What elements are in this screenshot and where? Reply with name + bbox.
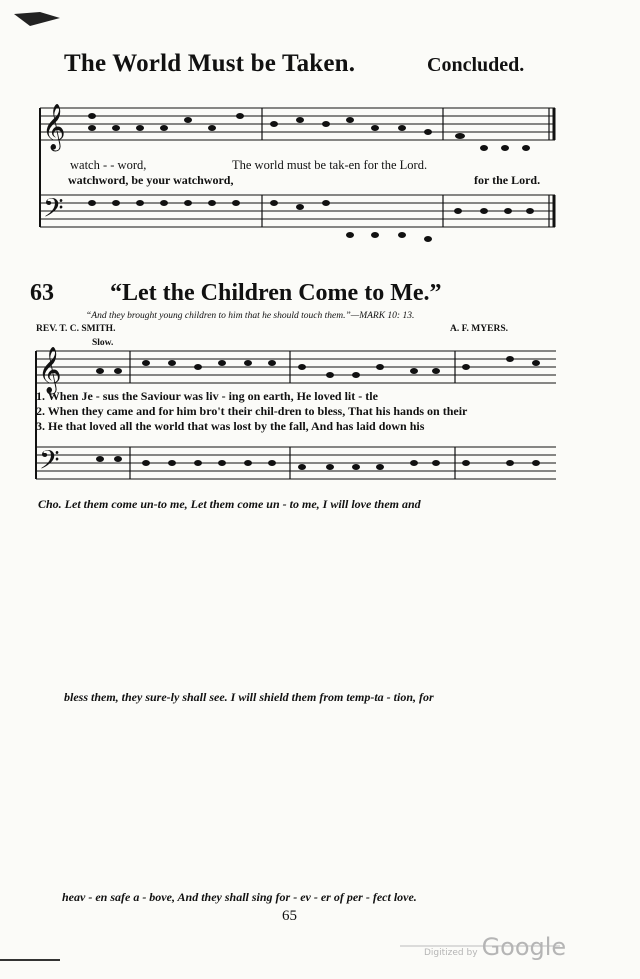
staff-lines-treble-1 [40, 108, 555, 140]
hymn-author: REV. T. C. SMITH. [36, 324, 116, 334]
stanza-1: 1. When Je - sus the Saviour was liv - ing on earth, He loved lit - tle [36, 389, 378, 403]
chorus-line-2: bless them, they sure-ly shall see. I will shield them from temp-ta - tion, for [64, 690, 434, 704]
hymn-62-lyric-line1-a: watch - - word, [70, 158, 147, 172]
page-number: 65 [282, 908, 297, 924]
staff-lines-bass-1 [40, 195, 555, 227]
hymn-63-number: 63 [30, 280, 54, 306]
hymn-62-lyric-line2-b: for the Lord. [474, 173, 541, 187]
hymn-62-lyric-line1-b: The world must be tak-en for the Lord. [232, 158, 428, 172]
scripture-quote: “And they brought young children to him that he should touch them.”—MARK 10: 13. [86, 311, 415, 321]
watermark-small-text: Digitized by [424, 948, 478, 958]
treble-clef-icon: 𝄞 [42, 104, 66, 150]
bass-clef-icon: 𝄢 [39, 444, 60, 482]
chorus-line-1: Cho. Let them come un-to me, Let them come un - to me, I will love them and [38, 497, 421, 511]
tempo-marking: Slow. [92, 338, 114, 348]
hymn-composer: A. F. MYERS. [450, 324, 508, 334]
hymn-62-lyric-line2-a: watchword, be your watchword, [68, 173, 234, 187]
hymn-62-title: The World Must be Taken. [64, 50, 356, 77]
staff-lines-bass-2 [36, 447, 556, 479]
watermark-google-logo: Google [481, 933, 567, 961]
hymn-63-title: “Let the Children Come to Me.” [110, 280, 442, 306]
chorus-line-3: heav - en safe a - bove, And they shall sing for - ev - er of per - fect love. [62, 890, 417, 904]
digitized-watermark [424, 933, 566, 961]
staff-lines-treble-2 [36, 351, 556, 383]
notes-bass-1 [88, 200, 534, 242]
bass-clef-icon: 𝄢 [43, 192, 64, 230]
stanza-2: 2. When they came and for him bro't their chil-dren to bless, That his hands on their [36, 404, 468, 418]
hymn-62-status: Concluded. [427, 54, 525, 76]
treble-clef-icon: 𝄞 [38, 347, 62, 393]
ink-mark [14, 12, 60, 26]
stanza-3: 3. He that loved all the world that was lost by the fall, And has laid down his [36, 419, 425, 433]
